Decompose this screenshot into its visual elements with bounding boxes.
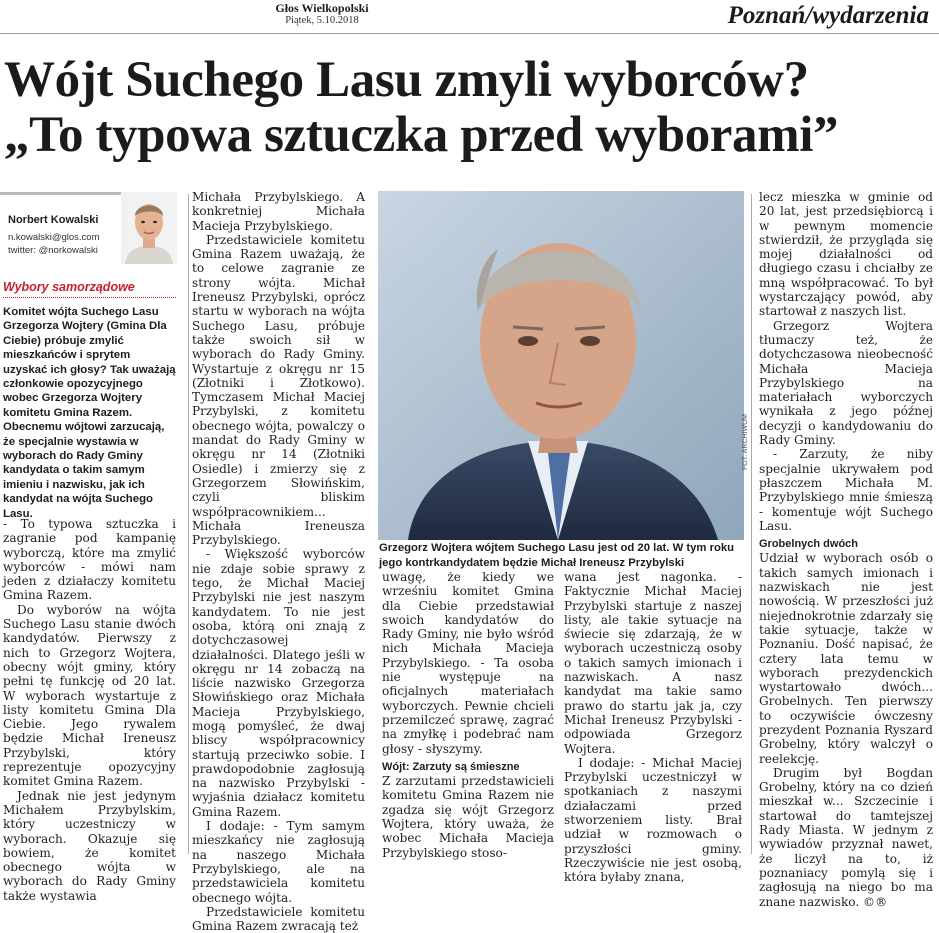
paragraph: I dodaje: - Tym samym mieszkańcy nie zagłosują na naszego Michała Przybylskiego, ale na przedstawiciela komitetu obecnego wójta. <box>192 819 365 905</box>
author-name: Norbert Kowalski <box>8 214 99 226</box>
paragraph: Michała Przybylskiego. A konkretniej Michała Macieja Przybylskiego. <box>192 190 365 233</box>
newspaper-name: Głos Wielkopolski <box>275 1 369 15</box>
photo-portrait-wojtera <box>378 191 744 540</box>
issue-date: Piątek, 5.10.2018 <box>285 15 359 26</box>
author-email: n.kowalski@glos.com <box>8 232 100 243</box>
section-title: Poznań/wydarzenia <box>727 2 929 29</box>
paragraph: - To typowa sztuczka i zagranie pod kampanię wyborczą, które ma zmylić wyborców - mówi nam jeden z działaczy komitetu Gmina Razem. <box>3 517 176 603</box>
paragraph: Z zarzutami przedstawicieli komitetu Gmina Razem nie zgadza się wójt Grzegorz Wojtera, który uważa, że wobec Michała Macieja Przybylskiego stoso- <box>382 774 554 860</box>
paragraph: Grzegorz Wojtera tłumaczy też, że dotychczasowa nieobecność Michała Macieja Przybylskiego na materiałach wyborczych wynikała z jego późnej decyzji o kandydowaniu do Rady Gminy. <box>759 318 933 448</box>
author-twitter: twitter: @norkowalski <box>8 245 98 256</box>
paragraph: Przedstawiciele komitetu Gmina Razem uważają, że to celowe zagranie ze strony wójta. Michał Ireneusz Przybylski, oprócz startu w wyborach na wójta Suchego Lasu, próbuje także swoich sił w wyborach do Rady Gminy. Wystartuje z okręgu nr 15 (Złotniki i Złotkowo). Tymczasem Michał Maciej Przybylski, z komitetu obecnego wójta, powalczy o mandat do Rady Gminy w okręgu nr 14 (Złotniki Osiedle) i zmierzy się z Grzegorzem Słowińskim, czyli bliskim współpracownikiem... Michała Ireneusza Przybylskiego. <box>192 232 365 548</box>
paragraph: Udział w wyborach osób o takich samych imionach i nazwiskach nie jest nowością. W przeszłości już niejednokrotnie zdarzały się takie sytuacje, także w Poznaniu. Dość napisać, że cztery lata temu w wyborach prezydenckich wystartowało dwóch... Grobelnych. Ten pierwszy to oczywiście ówczesny prezydent Poznania Ryszard Grobelny, który walczył o reelekcję. <box>759 551 933 766</box>
article-column-2 <box>192 190 365 933</box>
paragraph: Jednak nie jest jedynym Michałem Przybylskim, który uczestniczy w wyborach. Okazuje się bowiem, że komitet obecnego wójta w wyborach do Rady Gminy także wystawia <box>3 788 176 903</box>
article-photo <box>378 191 744 540</box>
article-column-1 <box>3 517 176 903</box>
paragraph: I dodaje: - Michał Maciej Przybylski uczestniczył w spotkaniach z naszymi działaczami przed stworzeniem listy. Brał udział w rozmowach o przyszłości gminy. Rzeczywiście nie jest osobą, która byłaby znana, <box>564 755 742 885</box>
paragraph: wana jest nagonka. - Faktycznie Michał Maciej Przybylski startuje z naszej listy, ale takie sytuacje na świecie się zdarzają, że w wyborach uczestniczą osoby o takich samych imionach i nazwiskach. A nasz kandydat ma takie samo prawo do startu jak ja, czy Michał Ireneusz Przybylski - odpowiada Grzegorz Wojtera. <box>564 570 742 756</box>
subheading: Wójt: Zarzuty są śmieszne <box>382 760 520 773</box>
headline-line-2: „To typowa sztuczka przed wyborami” <box>4 107 839 163</box>
article-column-3 <box>382 570 554 860</box>
headline <box>4 53 939 163</box>
rubric-label: Wybory samorządowe <box>3 280 176 298</box>
paragraph: Do wyborów na wójta Suchego Lasu stanie dwóch kandydatów. Pierwszy z nich to Grzegorz Wojtera, obecny wójt gminy, który pełni tę funkcję od 20 lat. W wyborach wystartuje z listy komitetu Gmina Dla Ciebie. Jego rywalem będzie Michał Ireneusz Przybylski, który reprezentuje opozycyjny komitet Gmina Razem. <box>3 602 176 789</box>
subheading: Grobelnych dwóch <box>759 538 859 551</box>
photo-credit: FOT. ARCHIWUM <box>742 414 749 470</box>
portrait-image <box>121 192 177 264</box>
paragraph: Przedstawiciele komitetu Gmina Razem zwracają też <box>192 904 365 933</box>
article-column-4 <box>564 570 742 885</box>
column-divider <box>751 194 752 854</box>
paragraph: - Większość wyborców nie zdaje sobie sprawy z tego, że Michał Maciej Przybylski nie jest naszym kandydatem. To nie jest osoba, którą oni znają z dotychczasowej działalności. Dlatego jeśli w okręgu nr 14 zobaczą na liście nazwisko Grzegorza Słowińskiego oraz Michała Macieja Przybylskiego, mogą pomyśleć, że dwaj bliscy współpracownicy startują przeciwko sobie. I prawdopodobnie zagłosują na nazwisko Przybylski - wyjaśnia działacz komitetu Gmina Razem. <box>192 547 365 819</box>
masthead <box>262 2 382 27</box>
paragraph: uwagę, że kiedy we wrześniu komitet Gmina dla Ciebie przedstawiał swoich kandydatów do Rady Gminy, nie było wśród nich Michała Macieja Przybylskiego. - Ta osoba nie występuje na oficjalnych materiałach wyborczych. Pewnie chcieli przemilczeć sprawę, zagrać na zmyłkę i podebrać nam głosy - słyszymy. <box>382 570 554 756</box>
paragraph: Drugim był Bogdan Grobelny, który na co dzień mieszkał w... Szczecinie i startował do tamtejszej Rady Miasta. W jednym z wywiadów przyznał nawet, że liczył na to, iż poznaniacy pomylą się i zagłosują na niego bo ma znane nazwisko. ©® <box>759 765 933 909</box>
photo-caption: Grzegorz Wojtera wójtem Suchego Lasu jest od 20 lat. W tym roku jego kontrkandydatem będzie Michał Ireneusz Przybylski <box>379 542 735 569</box>
headline-line-1: Wójt Suchego Lasu zmyli wyborców? <box>4 52 809 108</box>
paragraph: - Zarzuty, że niby specjalnie ukrywałem pod płaszczem Michała M. Przybylskiego mnie śmieszą - komentuje wójt Suchego Lasu. <box>759 447 933 533</box>
article-column-5 <box>759 190 933 909</box>
top-rule <box>0 33 939 34</box>
author-portrait <box>121 192 177 264</box>
paragraph: lecz mieszka w gminie od 20 lat, jest przedsiębiorcą i w pewnym momencie stwierdził, że przygląda się mojej działalności od długiego czasu i chciałby ze mną współpracować. To był wystarczający powód, aby startował z naszych list. <box>759 190 933 319</box>
column-divider <box>188 194 189 854</box>
lead-paragraph: Komitet wójta Suchego Lasu Grzegorza Wojtery (Gmina Dla Ciebie) próbuje zmylić mieszkańców i sprytem uzyskać ich głosy? Tak uważają członkowie opozycyjnego wobec Grzegorza Wojtery komitetu Gmina Razem. Obecnemu wójtowi zarzucają, że specjalnie wystawia w wyborach do Rady Gminy kandydata o takim samym imieniu i nazwisku, jak ich kandydat na wójta Suchego Lasu. <box>3 306 176 520</box>
